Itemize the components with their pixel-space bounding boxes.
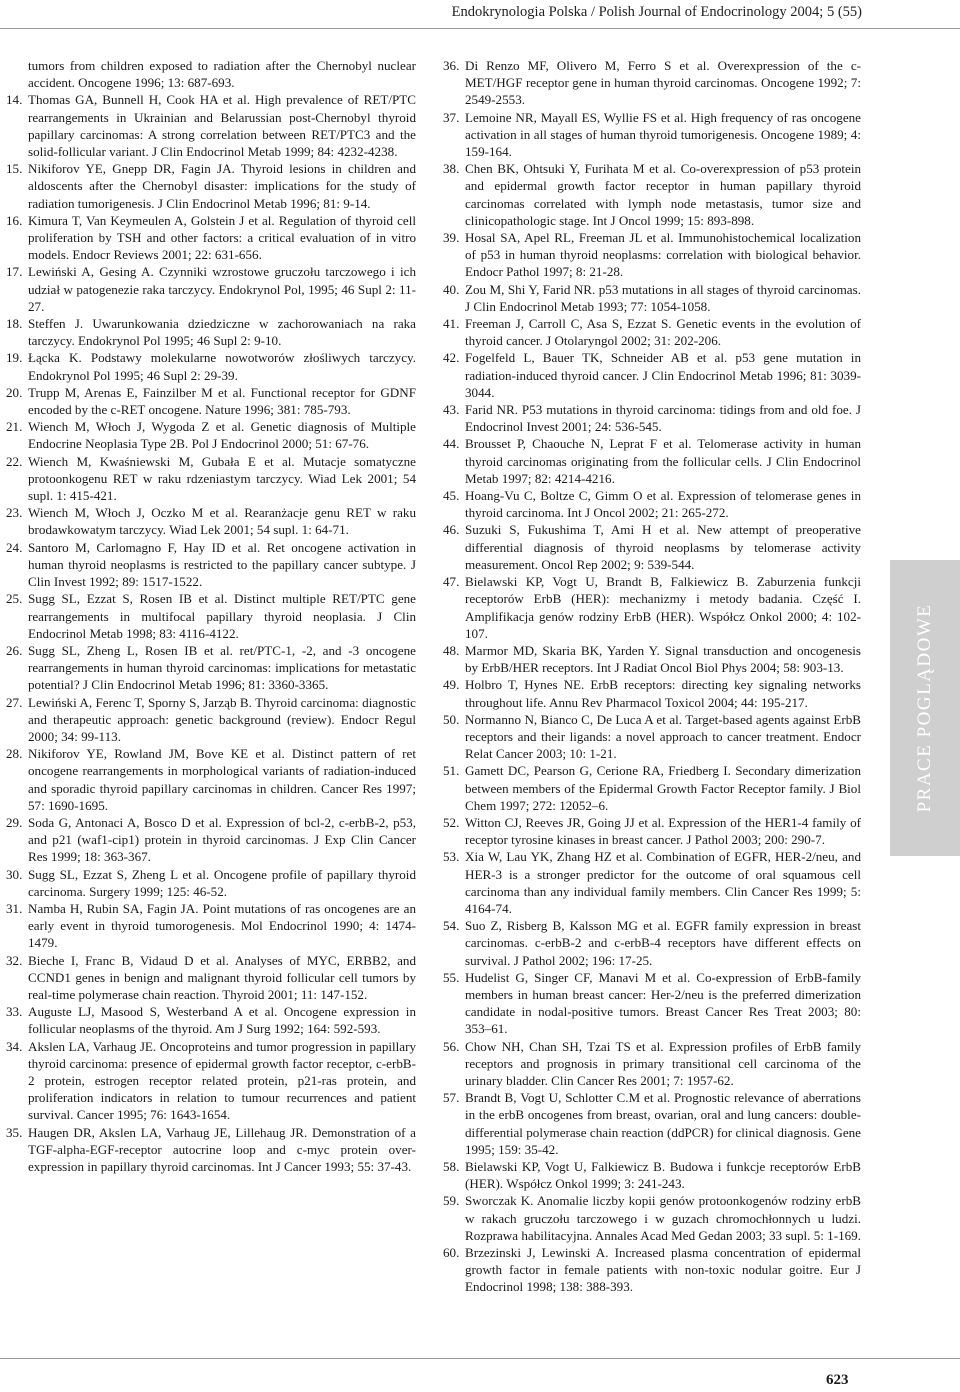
reference-entry bbox=[443, 1192, 861, 1244]
reference-number: 25. bbox=[6, 591, 23, 607]
reference-number: 36. bbox=[443, 58, 460, 73]
reference-number: 42. bbox=[443, 350, 460, 366]
reference-text: Fogelfeld L, Bauer TK, Schneider AB et al. p53 gene mutation in radiation-induced thyroid cancer. J Clin Endocrinol Metab 1996; 81: 3039-3044. bbox=[465, 350, 861, 400]
reference-number: 55. bbox=[443, 969, 460, 985]
reference-entry bbox=[6, 1124, 416, 1176]
reference-text: Steffen J. Uwarunkowania dziedziczne w zachorowaniach na raka tarczycy. Endokrynol Pol 1995; 46 Supl 2: 9-10. bbox=[28, 316, 416, 349]
reference-entry bbox=[443, 917, 861, 969]
section-side-banner bbox=[890, 560, 960, 856]
reference-text: Nikiforov YE, Rowland JM, Bove KE et al. Distinct pattern of ret oncogene rearrangements in morphological variants of radiation-induced and sporadic thyroid papillary carcinomas in children. Cancer Res 1997; 57: 1690-1695. bbox=[28, 746, 416, 813]
reference-number: 32. bbox=[6, 952, 23, 968]
references-right-column bbox=[443, 57, 861, 1296]
reference-number: 29. bbox=[6, 814, 23, 830]
reference-entry bbox=[443, 1244, 861, 1296]
reference-entry bbox=[6, 315, 416, 349]
reference-number: 46. bbox=[443, 522, 460, 538]
reference-number: 28. bbox=[6, 746, 23, 762]
reference-entry bbox=[443, 521, 861, 573]
reference-entry bbox=[443, 573, 861, 642]
reference-number: 21. bbox=[6, 419, 23, 435]
reference-number: 19. bbox=[6, 350, 23, 366]
reference-text: Santoro M, Carlomagno F, Hay ID et al. Ret oncogene activation in human thyroid neoplasms is restricted to the papillary cancer subtype. J Clin Invest 1992; 89: 1517-1522. bbox=[28, 539, 416, 590]
reference-text: Namba H, Rubin SA, Fagin JA. Point mutations of ras oncogenes are an early event in thyroid tumorogenesis. Mol Endocrinol 1990; 4: 1474-1479. bbox=[28, 900, 416, 951]
reference-number: 16. bbox=[6, 212, 23, 228]
reference-entry bbox=[6, 418, 416, 452]
reference-number: 35. bbox=[6, 1124, 23, 1140]
reference-text: Bieche I, Franc B, Vidaud D et al. Analyses of MYC, ERBB2, and CCND1 genes in benign and malignant thyroid follicular cell tumors by real-time polymerase chain reaction. Thyroid 2001; 11: 147-152. bbox=[28, 952, 416, 1002]
reference-entry bbox=[6, 1038, 416, 1124]
reference-text: Soda G, Antonaci A, Bosco D et al. Expression of bcl-2, c-erbB-2, p53, and p21 (waf1-cip1) protein in thyroid carcinomas. J Exp Clin Cancer Res 1999; 18: 363-367. bbox=[28, 814, 416, 865]
reference-entry bbox=[443, 642, 861, 676]
reference-text: Bielawski KP, Vogt U, Brandt B, Falkiewicz B. Zaburzenia funkcji receptorów ErbB (HER): mechanizmy i metody badania. Część I. Amplifikacja genów rodziny ErbB (HER). Współcz Onkol 2000; 4: 102-107. bbox=[465, 574, 861, 641]
reference-number: 60. bbox=[443, 1245, 460, 1261]
reference-number: 15. bbox=[6, 161, 23, 177]
reference-entry bbox=[443, 315, 861, 349]
reference-text: Suo Z, Risberg B, Kalsson MG et al. EGFR family expression in breast carcinomas. c-erbB-2 and c-erbB-4 receptors have different effects on survival. J Pathol 2002; 196: 17-25. bbox=[465, 918, 861, 968]
reference-entry bbox=[443, 814, 861, 848]
reference-number: 22. bbox=[6, 453, 23, 469]
reference-entry bbox=[443, 281, 861, 315]
reference-entry bbox=[6, 1003, 416, 1037]
reference-entry bbox=[443, 676, 861, 710]
reference-number: 39. bbox=[443, 230, 460, 246]
reference-entry bbox=[6, 900, 416, 952]
reference-number: 53. bbox=[443, 849, 460, 865]
references-left-column bbox=[6, 57, 416, 1175]
reference-entry bbox=[443, 762, 861, 814]
reference-text: Trupp M, Arenas E, Fainzilber M et al. Functional receptor for GDNF encoded by the c-RET oncogene. Nature 1996; 381: 785-793. bbox=[28, 384, 416, 418]
reference-number: 56. bbox=[443, 1038, 460, 1054]
reference-text: Witton CJ, Reeves JR, Going JJ et al. Expression of the HER1-4 family of receptor tyrosine kinases in breast cancer. J Pathol 2003; 200: 290-7. bbox=[465, 814, 861, 848]
header-rule bbox=[0, 28, 960, 29]
reference-text: Xia W, Lau YK, Zhang HZ et al. Combination of EGFR, HER-2/neu, and HER-3 is a stronger predictor for the outcome of oral squamous cell carcinoma than any individual family members. Clin Cancer Res 1999; 5: 4164-74. bbox=[465, 849, 861, 916]
reference-entry bbox=[443, 848, 861, 917]
reference-text: Suzuki S, Fukushima T, Ami H et al. New attempt of preoperative differential diagnosis of thyroid neoplasms by telomerase activity measurement. Oncol Rep 2002; 9: 539-544. bbox=[465, 522, 861, 572]
reference-entry bbox=[443, 1158, 861, 1192]
reference-text: Hoang-Vu C, Boltze C, Gimm O et al. Expression of telomerase genes in thyroid carcinoma. Int J Oncol 2002; 21: 265-272. bbox=[465, 488, 861, 521]
reference-entry bbox=[6, 694, 416, 746]
reference-text: Brousset P, Chaouche N, Leprat F et al. Telomerase activity in human thyroid carcinomas originating from the follicular cells. J Clin Endocrinol Metab 1997; 82: 4214-4216. bbox=[465, 436, 861, 486]
reference-number: 17. bbox=[6, 264, 23, 280]
reference-text: Akslen LA, Varhaug JE. Oncoproteins and tumor progression in papillary thyroid carcinoma: presence of epidermal growth factor receptor, c-erbB-2 protein, estrogen receptor related protein, p21-ras protein, and proliferation indicators in relation to tumour recurrences and patient survival. Cancer 1995; 76: 1643-1654. bbox=[28, 1038, 416, 1123]
reference-number: 52. bbox=[443, 814, 460, 830]
reference-entry bbox=[443, 435, 861, 487]
reference-entry bbox=[6, 866, 416, 900]
reference-entry bbox=[443, 229, 861, 281]
reference-entry bbox=[6, 91, 416, 160]
reference-text: Wiench M, Włoch J, Wygoda Z et al. Genetic diagnosis of Multiple Endocrine Neoplasia Type 2B. Pol J Endocrinol 2000; 51: 67-76. bbox=[28, 419, 416, 452]
reference-entry bbox=[6, 952, 416, 1004]
reference-number: 58. bbox=[443, 1159, 460, 1174]
reference-number: 49. bbox=[443, 677, 460, 693]
reference-entry bbox=[6, 212, 416, 264]
reference-text: Chen BK, Ohtsuki Y, Furihata M et al. Co-overexpression of p53 protein and epidermal growth factor receptor in human papillary thyroid carcinomas correlated with lymph node metastasis, tumor size and clinicopathologic stage. Int J Oncol 1999; 15: 893-898. bbox=[465, 161, 861, 228]
reference-number: 45. bbox=[443, 488, 460, 504]
reference-number: 40. bbox=[443, 281, 460, 297]
footer-rule bbox=[0, 1358, 960, 1359]
reference-text: tumors from children exposed to radiation after the Chernobyl nuclear accident. Oncogene 1996; 13: 687-693. bbox=[28, 58, 416, 91]
reference-entry bbox=[443, 109, 861, 161]
reference-number: 24. bbox=[6, 539, 23, 555]
reference-text: Normanno N, Bianco C, De Luca A et al. Target-based agents against ErbB receptors and their ligands: a novel approach to cancer treatment. Endocr Relat Cancer 2003; 10: 1-21. bbox=[465, 711, 861, 762]
reference-text: Brandt B, Vogt U, Schlotter C.M et al. Prognostic relevance of aberrations in the erbB oncogenes from breast, ovarian, oral and lung cancers: double-differential polymerase chain reaction (ddPCR) for clinical diagnosis. Gene 1995; 159: 35-42. bbox=[465, 1090, 861, 1157]
reference-text: Hosal SA, Apel RL, Freeman JL et al. Immunohistochemical localization of p53 in human thyroid neoplasms: correlation with biological behavior. Endocr Pathol 1997; 8: 21-28. bbox=[465, 230, 861, 280]
reference-number: 14. bbox=[6, 92, 23, 108]
reference-text: Łącka K. Podstawy molekularne nowotworów złośliwych tarczycy. Endokrynol Pol 1995; 46 Supl 2: 29-39. bbox=[28, 350, 416, 383]
reference-entry bbox=[443, 1089, 861, 1158]
reference-entry bbox=[6, 814, 416, 866]
reference-entry bbox=[6, 263, 416, 315]
reference-number: 48. bbox=[443, 642, 460, 658]
reference-entry bbox=[443, 401, 861, 435]
reference-text: Holbro T, Hynes NE. ErbB receptors: directing key signaling networks throughout life. Annu Rev Pharmacol Toxicol 2004; 44: 195-217. bbox=[465, 677, 861, 710]
reference-text: Sugg SL, Zheng L, Rosen IB et al. ret/PTC-1, -2, and -3 oncogene rearrangements in human thyroid carcinomas: implications for metastatic potential? J Clin Endocrinol Metab 1996; 81: 3360-3365. bbox=[28, 642, 416, 693]
reference-text: Lewiński A, Ferenc T, Sporny S, Jarząb B. Thyroid carcinoma: diagnostic and therapeutic approach: genetic background (review). Endocr Regul 2000; 34: 99-113. bbox=[28, 694, 416, 744]
reference-entry bbox=[6, 453, 416, 505]
section-label: PRACE POGLĄDOWE bbox=[914, 603, 935, 813]
reference-text: Nikiforov YE, Gnepp DR, Fagin JA. Thyroid lesions in children and aldoscents after the Chernobyl disaster: implications for the study of radiation tumorigenesis. J Clin Endocrinol Metab 1996; 81: 9-14. bbox=[28, 161, 416, 211]
reference-text: Freeman J, Carroll C, Asa S, Ezzat S. Genetic events in the evolution of thyroid cancer. J Otolaryngol 2002; 31: 202-206. bbox=[465, 316, 861, 349]
reference-number: 47. bbox=[443, 574, 460, 590]
reference-entry bbox=[443, 969, 861, 1038]
reference-entry bbox=[443, 349, 861, 401]
reference-number: 38. bbox=[443, 161, 460, 177]
reference-text: Marmor MD, Skaria BK, Yarden Y. Signal transduction and oncogenesis by ErbB/HER receptors. Int J Radiat Oncol Biol Phys 2004; 58: 903-13. bbox=[465, 642, 861, 676]
reference-number: 23. bbox=[6, 505, 23, 521]
page-number: 623 bbox=[826, 1372, 849, 1388]
reference-number: 59. bbox=[443, 1193, 460, 1209]
reference-number: 20. bbox=[6, 384, 23, 400]
reference-entry bbox=[443, 711, 861, 763]
reference-entry bbox=[443, 160, 861, 229]
reference-text: Auguste LJ, Masood S, Westerband A et al. Oncogene expression in follicular neoplasms of the thyroid. Am J Surg 1992; 164: 592-593. bbox=[28, 1004, 416, 1037]
reference-text: Haugen DR, Akslen LA, Varhaug JE, Lillehaug JR. Demonstration of a TGF-alpha-EGF-receptor autocrine loop and c-myc protein over-expression in papillary thyroid carcinomas. Int J Cancer 1993; 55: 37-43. bbox=[28, 1124, 416, 1174]
reference-entry bbox=[6, 160, 416, 212]
reference-number: 27. bbox=[6, 694, 23, 710]
reference-text: Lemoine NR, Mayall ES, Wyllie FS et al. High frequency of ras oncogene activation in all stages of human thyroid tumorigenesis. Oncogene 1989; 4: 159-164. bbox=[465, 109, 861, 160]
reference-text: Wiench M, Włoch J, Oczko M et al. Rearanżacje genu RET w raku brodawkowatym tarczycy. Wiad Lek 2001; 54 supl. 1: 64-71. bbox=[28, 505, 416, 538]
reference-entry bbox=[6, 349, 416, 383]
reference-entry bbox=[6, 384, 416, 418]
reference-number: 18. bbox=[6, 316, 23, 332]
reference-text: Bielawski KP, Vogt U, Falkiewicz B. Budowa i funkcje receptorów ErbB (HER). Współcz Onkol 1999; 3: 241-243. bbox=[465, 1159, 861, 1192]
reference-number: 54. bbox=[443, 918, 460, 934]
reference-text: Sugg SL, Ezzat S, Rosen IB et al. Distinct multiple RET/PTC gene rearrangements in multifocal papillary thyroid neoplasia. J Clin Endocrinol Metab 1998; 83: 4116-4122. bbox=[28, 591, 416, 641]
reference-number: 50. bbox=[443, 711, 460, 727]
reference-number: 44. bbox=[443, 436, 460, 452]
reference-entry bbox=[443, 1038, 861, 1090]
reference-text: Wiench M, Kwaśniewski M, Gubała E et al. Mutacje somatyczne protoonkogenu RET w raku rdzeniastym tarczycy. Wiad Lek 2001; 54 supl. 1: 415-421. bbox=[28, 453, 416, 504]
reference-entry bbox=[443, 487, 861, 521]
reference-text: Sugg SL, Ezzat S, Zheng L et al. Oncogene profile of papillary thyroid carcinoma. Surgery 1999; 125: 46-52. bbox=[28, 866, 416, 899]
reference-text: Hudelist G, Singer CF, Manavi M et al. Co-expression of ErbB-family members in human breast cancer: Her-2/neu is the preferred dimerization candidate in nodal-positive tumors. Breast Cancer Res Treat 2003; 80: 353–61. bbox=[465, 969, 861, 1037]
reference-number: 34. bbox=[6, 1038, 23, 1054]
reference-text: Thomas GA, Bunnell H, Cook HA et al. High prevalence of RET/PTC rearrangements in Ukrainian and Belarussian post-Chernobyl thyroid papillary carcinomas: A strong correlation between RET/PTC3 and the solid-follicular variant. J Clin Endocrinol Metab 1999; 84: 4232-4238. bbox=[28, 92, 416, 160]
reference-number: 37. bbox=[443, 109, 460, 125]
running-header: Endokrynologia Polska / Polish Journal of Endocrinology 2004; 5 (55) bbox=[451, 4, 862, 20]
reference-text: Sworczak K. Anomalie liczby kopii genów protoonkogenów rodziny erbB w rakach gruczołu tarczowego i w guzach chromochłonnych u ludzi. Rozprawa habilitacyjna. Annales Acad Med Gedan 2003; 33 supl. 5: 1-169. bbox=[465, 1193, 861, 1243]
reference-number: 30. bbox=[6, 866, 23, 882]
reference-entry bbox=[6, 745, 416, 814]
reference-text: Chow NH, Chan SH, Tzai TS et al. Expression profiles of ErbB family receptors and prognosis in primary transitional cell carcinoma of the urinary bladder. Clin Cancer Res 2001; 7: 1957-62. bbox=[465, 1038, 861, 1088]
reference-number: 57. bbox=[443, 1090, 460, 1106]
reference-text: Di Renzo MF, Olivero M, Ferro S et al. Overexpression of the c-MET/HGF receptor gene in human thyroid carcinomas. Oncogene 1992; 7: 2549-2553. bbox=[465, 58, 861, 108]
reference-text: Kimura T, Van Keymeulen A, Golstein J et al. Regulation of thyroid cell proliferation by TSH and other factors: a critical evaluation of in vitro models. Endocr Reviews 2001; 22: 631-656. bbox=[28, 212, 416, 263]
reference-text: Zou M, Shi Y, Farid NR. p53 mutations in all stages of thyroid carcinomas. J Clin Endocrinol Metab 1993; 77: 1054-1058. bbox=[465, 281, 861, 314]
reference-entry bbox=[443, 57, 861, 109]
reference-entry bbox=[6, 590, 416, 642]
reference-number: 51. bbox=[443, 763, 460, 779]
reference-text: Farid NR. P53 mutations in thyroid carcinoma: tidings from and old foe. J Endocrinol Invest 2001; 24: 536-545. bbox=[465, 402, 861, 435]
reference-entry bbox=[6, 539, 416, 591]
reference-number: 31. bbox=[6, 900, 23, 916]
reference-text: Lewiński A, Gesing A. Czynniki wzrostowe gruczołu tarczowego i ich udział w patogenezie raka tarczycy. Endokrynol Pol, 1995; 46 Supl 2: 11-27. bbox=[28, 264, 416, 314]
reference-number: 43. bbox=[443, 402, 460, 418]
reference-entry bbox=[6, 642, 416, 694]
reference-entry bbox=[6, 57, 416, 91]
reference-entry bbox=[6, 504, 416, 538]
reference-number: 41. bbox=[443, 316, 460, 332]
reference-text: Brzezinski J, Lewinski A. Increased plasma concentration of epidermal growth factor in female patients with non-toxic nodular goitre. Eur J Endocrinol 1998; 138: 388-393. bbox=[465, 1245, 861, 1295]
reference-text: Gamett DC, Pearson G, Cerione RA, Friedberg I. Secondary dimerization between members of the Epidermal Growth Factor Receptor family. J Biol Chem 1997; 272: 12052–6. bbox=[465, 763, 861, 813]
reference-number: 33. bbox=[6, 1004, 23, 1020]
reference-number: 26. bbox=[6, 642, 23, 658]
